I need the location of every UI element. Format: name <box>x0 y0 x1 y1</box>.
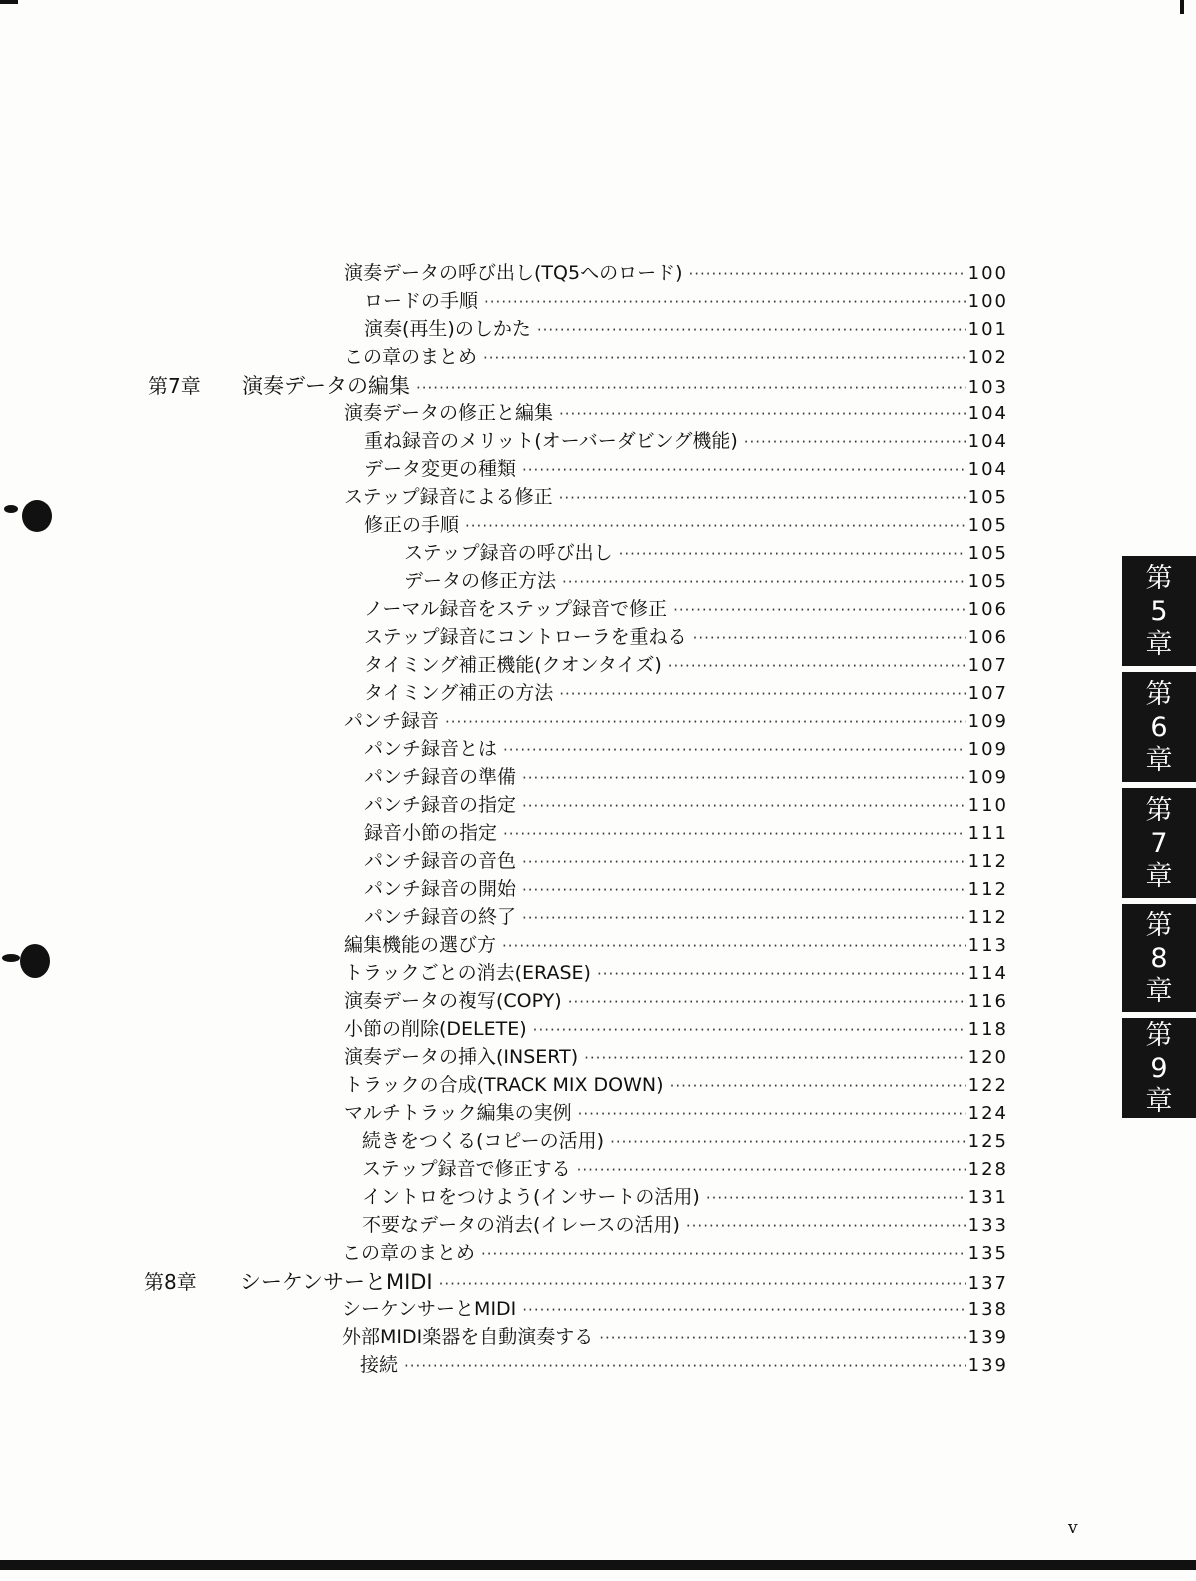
scan-corner-mark <box>1180 0 1184 14</box>
page-number: v <box>1068 1518 1078 1538</box>
toc-entry-page: 112 <box>967 851 1008 872</box>
chapter-tab-5[interactable] <box>1122 556 1196 666</box>
dot-leader <box>610 1133 966 1151</box>
dot-leader <box>537 321 966 339</box>
toc-entry[interactable] <box>342 1294 1008 1322</box>
scan-blot <box>2 954 20 962</box>
toc-entry[interactable] <box>364 650 1008 678</box>
toc-entry-page: 101 <box>967 319 1008 340</box>
toc-entry[interactable] <box>364 510 1008 538</box>
chapter-tab-6[interactable] <box>1122 672 1196 782</box>
toc-entry[interactable] <box>364 874 1008 902</box>
toc-entry-title: 編集機能の選び方 <box>344 934 497 956</box>
tab-char: 9 <box>1150 1052 1168 1084</box>
toc-entry-title: イントロをつけよう(インサートの活用) <box>362 1186 700 1208</box>
tab-char: 第 <box>1145 678 1173 710</box>
toc-entry[interactable] <box>364 902 1008 930</box>
toc-entry-title: ステップ録音の呼び出し <box>404 542 613 564</box>
toc-entry-title: トラックの合成(TRACK MIX DOWN) <box>344 1074 664 1096</box>
toc-entry-title: 演奏(再生)のしかた <box>364 318 531 340</box>
toc-entry-title: パンチ録音とは <box>364 738 498 760</box>
dot-leader <box>465 517 966 535</box>
toc-entry-title: 接続 <box>360 1354 399 1376</box>
dot-leader <box>522 461 966 479</box>
toc-entry-page: 105 <box>967 515 1008 536</box>
bottom-rule <box>0 1560 1196 1570</box>
toc-entry-page: 110 <box>967 795 1008 816</box>
dot-leader <box>568 993 966 1011</box>
toc-entry-page: 138 <box>967 1299 1008 1320</box>
toc-entry-title: 不要なデータの消去(イレースの活用) <box>362 1214 680 1236</box>
dot-leader <box>416 379 966 397</box>
toc-entry[interactable] <box>342 1322 1008 1350</box>
chapter-tab-8[interactable] <box>1122 904 1196 1012</box>
dot-leader <box>559 405 966 423</box>
scan-blot <box>20 944 50 978</box>
toc-entry[interactable] <box>344 1014 1008 1042</box>
dot-leader <box>533 1021 966 1039</box>
toc-entry-title: パンチ録音の終了 <box>364 906 517 928</box>
toc-entry-page: 109 <box>967 767 1008 788</box>
dot-leader <box>522 909 966 927</box>
dot-leader <box>599 1329 965 1347</box>
dot-leader <box>481 1245 966 1263</box>
dot-leader <box>522 1301 965 1319</box>
toc-entry[interactable] <box>364 734 1008 762</box>
toc-entry-title: タイミング補正機能(クオンタイズ) <box>364 654 662 676</box>
dot-leader <box>522 853 966 871</box>
toc-entry[interactable] <box>344 1098 1008 1126</box>
toc-entry-page: 102 <box>967 347 1008 368</box>
toc-entry[interactable] <box>344 958 1008 986</box>
dot-leader <box>522 797 966 815</box>
toc-chapter-entry[interactable] <box>242 370 1008 398</box>
dot-leader <box>559 685 965 703</box>
dot-leader <box>483 349 966 367</box>
toc-entry[interactable] <box>362 1126 1008 1154</box>
toc-entry-title: 演奏データの挿入(INSERT) <box>344 1046 579 1068</box>
toc-entry-page: 103 <box>967 377 1008 398</box>
toc-entry-title: 演奏データの複写(COPY) <box>344 990 562 1012</box>
dot-leader <box>673 601 966 619</box>
toc-entry-page: 113 <box>967 935 1008 956</box>
tab-char: 第 <box>1145 1019 1173 1051</box>
tab-char: 7 <box>1150 827 1168 859</box>
toc-entry[interactable] <box>342 1238 1008 1266</box>
dot-leader <box>577 1161 966 1179</box>
dot-leader <box>619 545 966 563</box>
toc-entry[interactable] <box>344 342 1008 370</box>
toc-entry[interactable] <box>404 538 1008 566</box>
tab-char: 章 <box>1145 744 1173 776</box>
toc-entry[interactable] <box>360 1350 1008 1378</box>
toc-entry-title: ステップ録音で修正する <box>362 1158 571 1180</box>
toc-entry-page: 100 <box>967 291 1008 312</box>
tab-char: 第 <box>1145 909 1173 941</box>
toc-entry[interactable] <box>364 426 1008 454</box>
toc-entry-page: 114 <box>967 963 1008 984</box>
toc-entry-page: 105 <box>967 543 1008 564</box>
dot-leader <box>584 1049 966 1067</box>
toc-entry[interactable] <box>404 566 1008 594</box>
toc-entry-page: 106 <box>967 599 1008 620</box>
dot-leader <box>522 769 966 787</box>
dot-leader <box>597 965 966 983</box>
chapter-tab-9[interactable] <box>1122 1018 1196 1118</box>
dot-leader <box>559 489 966 507</box>
toc-entry-page: 135 <box>967 1243 1008 1264</box>
toc-entry-page: 112 <box>967 879 1008 900</box>
toc-entry-page: 131 <box>967 1187 1008 1208</box>
dot-leader <box>562 573 966 591</box>
dot-leader <box>484 293 966 311</box>
toc-entry-page: 100 <box>967 263 1008 284</box>
toc-entry[interactable] <box>362 1154 1008 1182</box>
toc-entry[interactable] <box>344 1042 1008 1070</box>
toc-entry[interactable] <box>344 930 1008 958</box>
toc-entry-title: ロードの手順 <box>364 290 479 312</box>
dot-leader <box>578 1105 966 1123</box>
dot-leader <box>439 1275 966 1293</box>
dot-leader <box>503 825 966 843</box>
tab-char: 第 <box>1145 794 1173 826</box>
toc-entry[interactable] <box>364 762 1008 790</box>
dot-leader <box>404 1357 966 1375</box>
toc-entry[interactable] <box>364 678 1008 706</box>
toc-entry[interactable] <box>344 398 1008 426</box>
chapter-tab-7[interactable] <box>1122 788 1196 898</box>
dot-leader <box>522 881 966 899</box>
toc-entry-title: この章のまとめ <box>344 346 478 368</box>
toc-entry-title: パンチ録音の指定 <box>364 794 517 816</box>
toc-entry-title: シーケンサーとMIDI <box>342 1298 517 1320</box>
toc-entry-title: ステップ録音にコントローラを重ねる <box>364 626 687 648</box>
toc-entry[interactable] <box>344 482 1008 510</box>
toc-entry-title: 続きをつくる(コピーの活用) <box>362 1130 605 1152</box>
dot-leader <box>744 433 966 451</box>
toc-entry[interactable] <box>344 706 1008 734</box>
toc-entry[interactable] <box>364 454 1008 482</box>
tab-char: 章 <box>1145 975 1173 1007</box>
toc-entry-page: 105 <box>967 487 1008 508</box>
toc-entry-page: 104 <box>967 403 1008 424</box>
toc-entry[interactable] <box>344 258 1008 286</box>
toc-entry-title: この章のまとめ <box>342 1242 476 1264</box>
tab-char: 5 <box>1150 595 1168 627</box>
toc-chapter-entry[interactable] <box>240 1266 1008 1294</box>
chapter-label-7: 第7章 <box>148 374 201 398</box>
toc-entry-page: 133 <box>967 1215 1008 1236</box>
toc-entry-title: パンチ録音の準備 <box>364 766 517 788</box>
toc-entry-title: データの修正方法 <box>404 570 557 592</box>
toc-entry[interactable] <box>344 986 1008 1014</box>
toc-entry-page: 109 <box>967 711 1008 732</box>
toc-entry-title: シーケンサーとMIDI <box>240 1270 433 1294</box>
toc-entry[interactable] <box>364 846 1008 874</box>
toc-entry-title: トラックごとの消去(ERASE) <box>344 962 591 984</box>
toc-entry-title: ノーマル録音をステップ録音で修正 <box>364 598 668 620</box>
toc-entry-page: 128 <box>967 1159 1008 1180</box>
toc-entry-title: 演奏データの修正と編集 <box>344 402 554 424</box>
toc-entry-page: 112 <box>967 907 1008 928</box>
dot-leader <box>688 265 965 283</box>
toc-entry-page: 116 <box>967 991 1008 1012</box>
toc-entry[interactable] <box>364 314 1008 342</box>
toc-entry-title: 録音小節の指定 <box>364 822 498 844</box>
toc-entry-page: 104 <box>967 459 1008 480</box>
dot-leader <box>668 657 966 675</box>
toc-entry-page: 120 <box>967 1047 1008 1068</box>
dot-leader <box>686 1217 966 1235</box>
toc-entry-title: 小節の削除(DELETE) <box>344 1018 527 1040</box>
tab-char: 章 <box>1145 628 1173 660</box>
toc-entry-page: 105 <box>967 571 1008 592</box>
toc-entry-title: 重ね録音のメリット(オーバーダビング機能) <box>364 430 738 452</box>
toc-entry-title: パンチ録音の開始 <box>364 878 517 900</box>
toc-entry-title: ステップ録音による修正 <box>344 486 553 508</box>
toc-entry-page: 104 <box>967 431 1008 452</box>
toc-entry-title: 外部MIDI楽器を自動演奏する <box>342 1326 594 1348</box>
toc-entry[interactable] <box>362 1210 1008 1238</box>
toc-entry-page: 122 <box>967 1075 1008 1096</box>
toc-entry[interactable] <box>364 622 1008 650</box>
toc-entry-page: 125 <box>967 1131 1008 1152</box>
toc-entry-page: 107 <box>967 655 1008 676</box>
toc-entry-page: 139 <box>967 1355 1008 1376</box>
toc-entry-page: 124 <box>967 1103 1008 1124</box>
toc-entry[interactable] <box>364 818 1008 846</box>
scan-blot <box>4 505 18 513</box>
toc-entry-title: マルチトラック編集の実例 <box>344 1102 572 1124</box>
toc-entry-page: 107 <box>967 683 1008 704</box>
toc-entry-title: データ変更の種類 <box>364 458 517 480</box>
scan-blot <box>22 500 52 532</box>
chapter-label-8: 第8章 <box>144 1270 197 1294</box>
dot-leader <box>670 1077 966 1095</box>
toc-entry-title: 演奏データの編集 <box>242 374 410 398</box>
dot-leader <box>706 1189 966 1207</box>
tab-char: 第 <box>1145 562 1173 594</box>
toc-entry[interactable] <box>362 1182 1008 1210</box>
dot-leader <box>503 741 966 759</box>
toc-entry-page: 139 <box>967 1327 1008 1348</box>
toc-entry-title: タイミング補正の方法 <box>364 682 554 704</box>
toc-entry[interactable] <box>364 790 1008 818</box>
toc-entry[interactable] <box>364 594 1008 622</box>
toc-entry-title: パンチ録音の音色 <box>364 850 517 872</box>
toc-entry-page: 111 <box>967 823 1008 844</box>
tab-char: 章 <box>1145 1085 1173 1117</box>
toc-entry[interactable] <box>344 1070 1008 1098</box>
toc-entry-title: パンチ録音 <box>344 710 440 732</box>
tab-char: 6 <box>1150 711 1168 743</box>
toc-entry-page: 109 <box>967 739 1008 760</box>
tab-char: 8 <box>1150 942 1168 974</box>
toc-entry-page: 137 <box>967 1273 1008 1294</box>
dot-leader <box>445 713 966 731</box>
toc-entry-page: 106 <box>967 627 1008 648</box>
toc-entry-title: 修正の手順 <box>364 514 460 536</box>
toc-entry-title: 演奏データの呼び出し(TQ5へのロード) <box>344 262 683 284</box>
scan-corner-mark <box>0 0 18 4</box>
tab-char: 章 <box>1145 860 1173 892</box>
dot-leader <box>502 937 966 955</box>
toc-entry-page: 118 <box>967 1019 1008 1040</box>
toc-entry[interactable] <box>364 286 1008 314</box>
dot-leader <box>693 629 966 647</box>
